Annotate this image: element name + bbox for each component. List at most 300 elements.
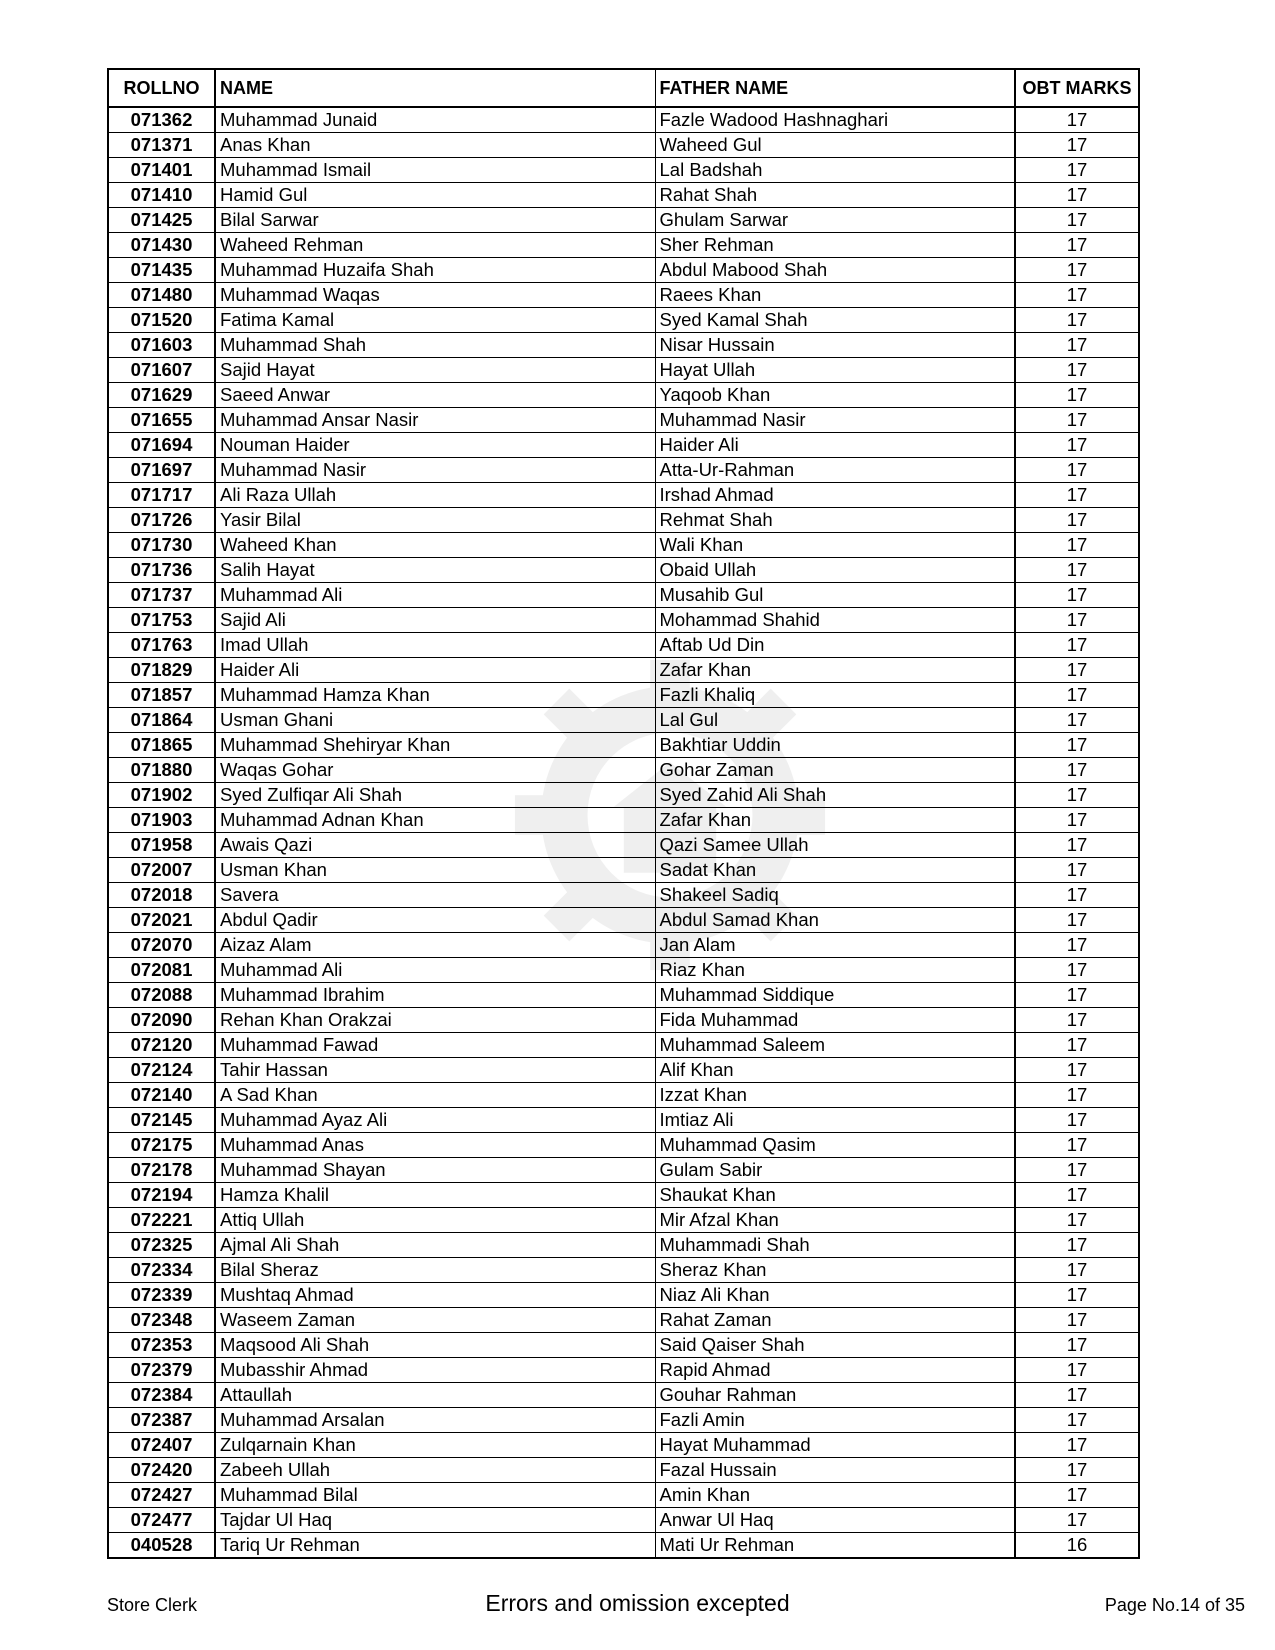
- cell-obt-marks: 17: [1015, 308, 1139, 333]
- cell-father-name: Amin Khan: [655, 1483, 1015, 1508]
- cell-name: Tahir Hassan: [215, 1058, 655, 1083]
- cell-father-name: Raees Khan: [655, 283, 1015, 308]
- cell-rollno: 071430: [108, 233, 215, 258]
- cell-father-name: Muhammadi Shah: [655, 1233, 1015, 1258]
- table-row: [108, 1058, 1139, 1083]
- cell-name: Muhammad Nasir: [215, 458, 655, 483]
- table-row: [108, 1033, 1139, 1058]
- cell-father-name: Obaid Ullah: [655, 558, 1015, 583]
- cell-obt-marks: 17: [1015, 183, 1139, 208]
- cell-name: Muhammad Huzaifa Shah: [215, 258, 655, 283]
- cell-father-name: Wali Khan: [655, 533, 1015, 558]
- table-row: [108, 1133, 1139, 1158]
- cell-name: Tajdar Ul Haq: [215, 1508, 655, 1533]
- cell-father-name: Alif Khan: [655, 1058, 1015, 1083]
- cell-obt-marks: 17: [1015, 107, 1139, 133]
- table-row: [108, 658, 1139, 683]
- cell-father-name: Nisar Hussain: [655, 333, 1015, 358]
- cell-name: Hamza Khalil: [215, 1183, 655, 1208]
- cell-name: Syed Zulfiqar Ali Shah: [215, 783, 655, 808]
- table-row: [108, 483, 1139, 508]
- cell-obt-marks: 17: [1015, 1433, 1139, 1458]
- cell-name: Muhammad Bilal: [215, 1483, 655, 1508]
- cell-name: Muhammad Ismail: [215, 158, 655, 183]
- cell-name: Muhammad Anas: [215, 1133, 655, 1158]
- cell-obt-marks: 17: [1015, 708, 1139, 733]
- cell-rollno: 072140: [108, 1083, 215, 1108]
- cell-obt-marks: 17: [1015, 533, 1139, 558]
- table-row: [108, 283, 1139, 308]
- cell-name: Maqsood Ali Shah: [215, 1333, 655, 1358]
- cell-father-name: Lal Badshah: [655, 158, 1015, 183]
- cell-name: Sajid Ali: [215, 608, 655, 633]
- table-row: [108, 783, 1139, 808]
- cell-rollno: 071362: [108, 107, 215, 133]
- header-name: NAME: [215, 69, 655, 107]
- cell-name: Bilal Sheraz: [215, 1258, 655, 1283]
- cell-father-name: Lal Gul: [655, 708, 1015, 733]
- cell-name: Nouman Haider: [215, 433, 655, 458]
- cell-father-name: Gohar Zaman: [655, 758, 1015, 783]
- cell-father-name: Syed Zahid Ali Shah: [655, 783, 1015, 808]
- cell-name: Muhammad Junaid: [215, 107, 655, 133]
- cell-rollno: 071410: [108, 183, 215, 208]
- table-row: [108, 1158, 1139, 1183]
- cell-father-name: Rahat Shah: [655, 183, 1015, 208]
- cell-rollno: 072427: [108, 1483, 215, 1508]
- table-row: [108, 683, 1139, 708]
- cell-rollno: 071737: [108, 583, 215, 608]
- table-row: [108, 433, 1139, 458]
- cell-rollno: 071902: [108, 783, 215, 808]
- table-row: [108, 1208, 1139, 1233]
- cell-obt-marks: 17: [1015, 358, 1139, 383]
- table-row: [108, 1408, 1139, 1433]
- cell-obt-marks: 17: [1015, 1258, 1139, 1283]
- cell-obt-marks: 17: [1015, 1108, 1139, 1133]
- cell-rollno: 071655: [108, 408, 215, 433]
- table-row: [108, 1433, 1139, 1458]
- cell-father-name: Rehmat Shah: [655, 508, 1015, 533]
- table-row: [108, 1108, 1139, 1133]
- cell-obt-marks: 17: [1015, 233, 1139, 258]
- table-row: [108, 1333, 1139, 1358]
- table-row: [108, 1383, 1139, 1408]
- cell-father-name: Gouhar Rahman: [655, 1383, 1015, 1408]
- cell-rollno: 071697: [108, 458, 215, 483]
- cell-rollno: 071371: [108, 133, 215, 158]
- cell-father-name: Fazli Khaliq: [655, 683, 1015, 708]
- cell-rollno: 072007: [108, 858, 215, 883]
- cell-name: Mubasshir Ahmad: [215, 1358, 655, 1383]
- cell-obt-marks: 17: [1015, 1508, 1139, 1533]
- cell-name: Haider Ali: [215, 658, 655, 683]
- table-body: [108, 107, 1139, 1558]
- cell-name: Waseem Zaman: [215, 1308, 655, 1333]
- cell-father-name: Muhammad Nasir: [655, 408, 1015, 433]
- cell-rollno: 071736: [108, 558, 215, 583]
- cell-obt-marks: 17: [1015, 408, 1139, 433]
- cell-father-name: Mati Ur Rehman: [655, 1533, 1015, 1559]
- cell-name: Yasir Bilal: [215, 508, 655, 533]
- cell-rollno: 071763: [108, 633, 215, 658]
- cell-father-name: Muhammad Siddique: [655, 983, 1015, 1008]
- table-row: [108, 183, 1139, 208]
- cell-father-name: Musahib Gul: [655, 583, 1015, 608]
- cell-name: Muhammad Ibrahim: [215, 983, 655, 1008]
- cell-name: Muhammad Fawad: [215, 1033, 655, 1058]
- cell-father-name: Yaqoob Khan: [655, 383, 1015, 408]
- cell-obt-marks: 17: [1015, 808, 1139, 833]
- cell-obt-marks: 17: [1015, 983, 1139, 1008]
- cell-rollno: 071903: [108, 808, 215, 833]
- cell-father-name: Fazle Wadood Hashnaghari: [655, 107, 1015, 133]
- cell-father-name: Anwar Ul Haq: [655, 1508, 1015, 1533]
- table-row: [108, 258, 1139, 283]
- table-row: [108, 908, 1139, 933]
- cell-obt-marks: 17: [1015, 858, 1139, 883]
- cell-rollno: 071857: [108, 683, 215, 708]
- table-row: [108, 808, 1139, 833]
- cell-rollno: 071753: [108, 608, 215, 633]
- cell-rollno: 072379: [108, 1358, 215, 1383]
- cell-rollno: 072325: [108, 1233, 215, 1258]
- cell-father-name: Fazli Amin: [655, 1408, 1015, 1433]
- cell-name: Muhammad Ali: [215, 583, 655, 608]
- cell-father-name: Imtiaz Ali: [655, 1108, 1015, 1133]
- cell-father-name: Waheed Gul: [655, 133, 1015, 158]
- cell-rollno: 071958: [108, 833, 215, 858]
- cell-rollno: 072120: [108, 1033, 215, 1058]
- cell-father-name: Zafar Khan: [655, 658, 1015, 683]
- cell-father-name: Atta-Ur-Rahman: [655, 458, 1015, 483]
- cell-name: Muhammad Shehiryar Khan: [215, 733, 655, 758]
- header-obt-marks: OBT MARKS: [1015, 69, 1139, 107]
- cell-obt-marks: 17: [1015, 558, 1139, 583]
- table-row: [108, 758, 1139, 783]
- cell-father-name: Sadat Khan: [655, 858, 1015, 883]
- table-row: [108, 933, 1139, 958]
- cell-obt-marks: 17: [1015, 1483, 1139, 1508]
- cell-rollno: 040528: [108, 1533, 215, 1559]
- table-row: [108, 133, 1139, 158]
- cell-obt-marks: 17: [1015, 908, 1139, 933]
- cell-rollno: 071726: [108, 508, 215, 533]
- table-row: [108, 233, 1139, 258]
- cell-father-name: Sher Rehman: [655, 233, 1015, 258]
- cell-rollno: 071629: [108, 383, 215, 408]
- cell-obt-marks: 17: [1015, 783, 1139, 808]
- cell-rollno: 072088: [108, 983, 215, 1008]
- cell-rollno: 072124: [108, 1058, 215, 1083]
- cell-rollno: 072387: [108, 1408, 215, 1433]
- cell-rollno: 072081: [108, 958, 215, 983]
- cell-name: Bilal Sarwar: [215, 208, 655, 233]
- cell-name: Waheed Rehman: [215, 233, 655, 258]
- cell-rollno: 071401: [108, 158, 215, 183]
- cell-father-name: Said Qaiser Shah: [655, 1333, 1015, 1358]
- cell-father-name: Jan Alam: [655, 933, 1015, 958]
- cell-obt-marks: 17: [1015, 283, 1139, 308]
- table-row: [108, 533, 1139, 558]
- cell-rollno: 071865: [108, 733, 215, 758]
- cell-father-name: Izzat Khan: [655, 1083, 1015, 1108]
- cell-obt-marks: 17: [1015, 1158, 1139, 1183]
- cell-obt-marks: 17: [1015, 158, 1139, 183]
- table-row: [108, 383, 1139, 408]
- cell-name: Usman Ghani: [215, 708, 655, 733]
- cell-rollno: 072353: [108, 1333, 215, 1358]
- cell-name: Zulqarnain Khan: [215, 1433, 655, 1458]
- cell-name: Tariq Ur Rehman: [215, 1533, 655, 1559]
- cell-name: Muhammad Shah: [215, 333, 655, 358]
- cell-rollno: 072090: [108, 1008, 215, 1033]
- cell-rollno: 072175: [108, 1133, 215, 1158]
- cell-father-name: Muhammad Qasim: [655, 1133, 1015, 1158]
- cell-obt-marks: 17: [1015, 958, 1139, 983]
- cell-father-name: Muhammad Saleem: [655, 1033, 1015, 1058]
- cell-rollno: 071864: [108, 708, 215, 733]
- cell-father-name: Mir Afzal Khan: [655, 1208, 1015, 1233]
- table-row: [108, 1008, 1139, 1033]
- cell-rollno: 071603: [108, 333, 215, 358]
- cell-father-name: Shaukat Khan: [655, 1183, 1015, 1208]
- cell-name: Muhammad Shayan: [215, 1158, 655, 1183]
- cell-obt-marks: 17: [1015, 1233, 1139, 1258]
- cell-obt-marks: 17: [1015, 1058, 1139, 1083]
- cell-father-name: Zafar Khan: [655, 808, 1015, 833]
- cell-father-name: Bakhtiar Uddin: [655, 733, 1015, 758]
- cell-obt-marks: 17: [1015, 608, 1139, 633]
- cell-obt-marks: 17: [1015, 1408, 1139, 1433]
- cell-rollno: 072021: [108, 908, 215, 933]
- cell-obt-marks: 17: [1015, 633, 1139, 658]
- cell-name: Rehan Khan Orakzai: [215, 1008, 655, 1033]
- table-row: [108, 1083, 1139, 1108]
- cell-name: Mushtaq Ahmad: [215, 1283, 655, 1308]
- cell-obt-marks: 17: [1015, 1083, 1139, 1108]
- cell-name: Muhammad Ali: [215, 958, 655, 983]
- cell-name: Usman Khan: [215, 858, 655, 883]
- cell-obt-marks: 17: [1015, 758, 1139, 783]
- table-row: [108, 1233, 1139, 1258]
- cell-father-name: Gulam Sabir: [655, 1158, 1015, 1183]
- cell-name: Muhammad Ayaz Ali: [215, 1108, 655, 1133]
- cell-father-name: Fida Muhammad: [655, 1008, 1015, 1033]
- table-row: [108, 333, 1139, 358]
- cell-obt-marks: 17: [1015, 1333, 1139, 1358]
- table-row: [108, 608, 1139, 633]
- cell-name: Salih Hayat: [215, 558, 655, 583]
- cell-name: Ali Raza Ullah: [215, 483, 655, 508]
- cell-name: Fatima Kamal: [215, 308, 655, 333]
- cell-father-name: Aftab Ud Din: [655, 633, 1015, 658]
- table-row: [108, 733, 1139, 758]
- cell-rollno: 071694: [108, 433, 215, 458]
- table-row: [108, 1533, 1139, 1559]
- cell-rollno: 072018: [108, 883, 215, 908]
- cell-name: Savera: [215, 883, 655, 908]
- cell-name: Abdul Qadir: [215, 908, 655, 933]
- cell-rollno: 071425: [108, 208, 215, 233]
- table-row: [108, 358, 1139, 383]
- cell-name: Muhammad Arsalan: [215, 1408, 655, 1433]
- table-row: [108, 558, 1139, 583]
- cell-rollno: 072334: [108, 1258, 215, 1283]
- cell-name: Awais Qazi: [215, 833, 655, 858]
- header-father-name: FATHER NAME: [655, 69, 1015, 107]
- cell-name: Muhammad Waqas: [215, 283, 655, 308]
- cell-father-name: Irshad Ahmad: [655, 483, 1015, 508]
- table-row: [108, 1483, 1139, 1508]
- cell-father-name: Sheraz Khan: [655, 1258, 1015, 1283]
- table-row: [108, 308, 1139, 333]
- cell-rollno: 072070: [108, 933, 215, 958]
- cell-obt-marks: 17: [1015, 1383, 1139, 1408]
- table-row: [108, 958, 1139, 983]
- cell-rollno: 071717: [108, 483, 215, 508]
- cell-obt-marks: 17: [1015, 933, 1139, 958]
- table-row: [108, 1258, 1139, 1283]
- table-row: [108, 1283, 1139, 1308]
- cell-rollno: 072420: [108, 1458, 215, 1483]
- table-row: [108, 508, 1139, 533]
- header-rollno: ROLLNO: [108, 69, 215, 107]
- cell-rollno: 071607: [108, 358, 215, 383]
- cell-obt-marks: 17: [1015, 658, 1139, 683]
- cell-father-name: Abdul Mabood Shah: [655, 258, 1015, 283]
- cell-father-name: Rahat Zaman: [655, 1308, 1015, 1333]
- cell-rollno: 072145: [108, 1108, 215, 1133]
- cell-obt-marks: 17: [1015, 683, 1139, 708]
- cell-name: Attaullah: [215, 1383, 655, 1408]
- cell-obt-marks: 17: [1015, 1358, 1139, 1383]
- cell-name: Muhammad Hamza Khan: [215, 683, 655, 708]
- cell-name: Waheed Khan: [215, 533, 655, 558]
- cell-obt-marks: 17: [1015, 583, 1139, 608]
- cell-rollno: 071435: [108, 258, 215, 283]
- table-row: [108, 1183, 1139, 1208]
- cell-name: Hamid Gul: [215, 183, 655, 208]
- cell-name: Ajmal Ali Shah: [215, 1233, 655, 1258]
- cell-name: Sajid Hayat: [215, 358, 655, 383]
- cell-obt-marks: 17: [1015, 1283, 1139, 1308]
- cell-rollno: 071880: [108, 758, 215, 783]
- cell-rollno: 071520: [108, 308, 215, 333]
- cell-father-name: Syed Kamal Shah: [655, 308, 1015, 333]
- cell-name: Zabeeh Ullah: [215, 1458, 655, 1483]
- table-row: [108, 1458, 1139, 1483]
- cell-name: A Sad Khan: [215, 1083, 655, 1108]
- cell-father-name: Rapid Ahmad: [655, 1358, 1015, 1383]
- cell-rollno: 071829: [108, 658, 215, 683]
- cell-obt-marks: 16: [1015, 1533, 1139, 1559]
- cell-father-name: Niaz Ali Khan: [655, 1283, 1015, 1308]
- table-row: [108, 983, 1139, 1008]
- cell-name: Muhammad Adnan Khan: [215, 808, 655, 833]
- header-row: [108, 69, 1139, 107]
- cell-name: Aizaz Alam: [215, 933, 655, 958]
- cell-father-name: Hayat Ullah: [655, 358, 1015, 383]
- table-row: [108, 833, 1139, 858]
- cell-father-name: Hayat Muhammad: [655, 1433, 1015, 1458]
- cell-obt-marks: 17: [1015, 1458, 1139, 1483]
- cell-name: Attiq Ullah: [215, 1208, 655, 1233]
- table-row: [108, 1358, 1139, 1383]
- cell-father-name: Ghulam Sarwar: [655, 208, 1015, 233]
- cell-obt-marks: 17: [1015, 383, 1139, 408]
- cell-obt-marks: 17: [1015, 258, 1139, 283]
- cell-rollno: 072339: [108, 1283, 215, 1308]
- table-row: [108, 583, 1139, 608]
- cell-obt-marks: 17: [1015, 208, 1139, 233]
- footer-store-clerk: Store Clerk: [107, 1595, 198, 1615]
- cell-obt-marks: 17: [1015, 483, 1139, 508]
- table-row: [108, 858, 1139, 883]
- cell-father-name: Mohammad Shahid: [655, 608, 1015, 633]
- cell-father-name: Riaz Khan: [655, 958, 1015, 983]
- cell-father-name: Shakeel Sadiq: [655, 883, 1015, 908]
- footer-page-number: Page No.14 of 35: [1104, 1595, 1245, 1615]
- cell-rollno: 072348: [108, 1308, 215, 1333]
- cell-obt-marks: 17: [1015, 1033, 1139, 1058]
- cell-father-name: Haider Ali: [655, 433, 1015, 458]
- cell-name: Muhammad Ansar Nasir: [215, 408, 655, 433]
- cell-name: Waqas Gohar: [215, 758, 655, 783]
- cell-obt-marks: 17: [1015, 1133, 1139, 1158]
- table-row: [108, 107, 1139, 133]
- table-row: [108, 633, 1139, 658]
- table-row: [108, 458, 1139, 483]
- cell-rollno: 072384: [108, 1383, 215, 1408]
- cell-obt-marks: 17: [1015, 1208, 1139, 1233]
- cell-obt-marks: 17: [1015, 1008, 1139, 1033]
- table-row: [108, 1308, 1139, 1333]
- cell-obt-marks: 17: [1015, 1308, 1139, 1333]
- cell-obt-marks: 17: [1015, 733, 1139, 758]
- table-row: [108, 708, 1139, 733]
- cell-obt-marks: 17: [1015, 1183, 1139, 1208]
- cell-name: Imad Ullah: [215, 633, 655, 658]
- cell-name: Saeed Anwar: [215, 383, 655, 408]
- cell-obt-marks: 17: [1015, 458, 1139, 483]
- cell-rollno: 072221: [108, 1208, 215, 1233]
- cell-rollno: 072194: [108, 1183, 215, 1208]
- table-row: [108, 1508, 1139, 1533]
- results-table: [107, 68, 1140, 1559]
- cell-rollno: 071480: [108, 283, 215, 308]
- cell-rollno: 072178: [108, 1158, 215, 1183]
- cell-rollno: 072477: [108, 1508, 215, 1533]
- table-row: [108, 883, 1139, 908]
- cell-father-name: Fazal Hussain: [655, 1458, 1015, 1483]
- cell-obt-marks: 17: [1015, 333, 1139, 358]
- table-row: [108, 158, 1139, 183]
- cell-father-name: Qazi Samee Ullah: [655, 833, 1015, 858]
- cell-obt-marks: 17: [1015, 833, 1139, 858]
- cell-obt-marks: 17: [1015, 508, 1139, 533]
- table-row: [108, 208, 1139, 233]
- table-row: [108, 408, 1139, 433]
- cell-obt-marks: 17: [1015, 883, 1139, 908]
- cell-name: Anas Khan: [215, 133, 655, 158]
- footer-disclaimer: Errors and omission excepted: [485, 1590, 790, 1616]
- cell-father-name: Abdul Samad Khan: [655, 908, 1015, 933]
- cell-obt-marks: 17: [1015, 433, 1139, 458]
- cell-obt-marks: 17: [1015, 133, 1139, 158]
- cell-rollno: 071730: [108, 533, 215, 558]
- cell-rollno: 072407: [108, 1433, 215, 1458]
